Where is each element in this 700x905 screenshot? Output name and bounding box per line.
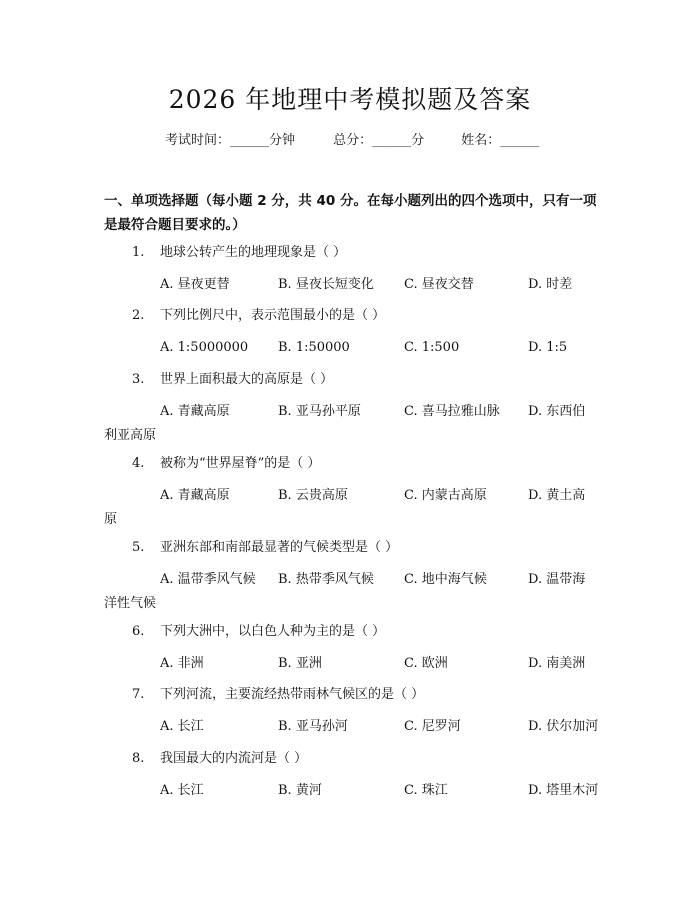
option-d: D. 南美洲	[528, 656, 586, 671]
option-c: C. 1:500	[404, 340, 460, 355]
option-a: A. 青藏高原	[160, 488, 230, 503]
option-b: B. 1:50000	[278, 340, 350, 355]
option-d: D. 东西伯	[528, 404, 586, 419]
option-c: C. 珠江	[404, 783, 448, 798]
option-d: D. 时差	[528, 277, 573, 292]
question-number: 4.	[132, 456, 145, 471]
option-b: B. 云贵高原	[278, 488, 348, 503]
option-a: A. 长江	[160, 783, 204, 798]
question-stem: 亚洲东部和南部最显著的气候类型是（ ）	[160, 540, 399, 555]
option-a: A. 长江	[160, 719, 204, 734]
question-item	[104, 306, 604, 358]
question-item	[104, 370, 604, 446]
option-d: D. 黄土高	[528, 488, 586, 503]
question-item	[104, 749, 604, 801]
question-number: 7.	[132, 687, 145, 702]
option-c: C. 欧洲	[404, 656, 448, 671]
section-heading: 一、单项选择题（每小题 2 分，共 40 分。在每小题列出的四个选项中，只有一项是最符合题目要求的。）	[104, 193, 597, 233]
question-number: 6.	[132, 624, 145, 639]
question-stem: 下列比例尺中，表示范围最小的是（ ）	[160, 308, 386, 323]
question-item	[104, 685, 604, 737]
option-c: C. 地中海气候	[404, 572, 487, 587]
exam-meta	[165, 131, 539, 151]
option-d: D. 伏尔加河	[528, 719, 599, 734]
question-stem: 世界上面积最大的高原是（ ）	[160, 372, 334, 387]
question-stem: 下列大洲中，以白色人种为主的是（ ）	[160, 624, 386, 639]
option-c: C. 昼夜交替	[404, 277, 474, 292]
question-item	[104, 622, 604, 674]
option-b: B. 黄河	[278, 783, 322, 798]
option-b: B. 昼夜长短变化	[278, 277, 374, 292]
option-d-continued: 原	[104, 512, 118, 527]
question-number: 2.	[132, 308, 145, 323]
option-b: B. 亚洲	[278, 656, 322, 671]
option-d: D. 温带海	[528, 572, 586, 587]
option-d: D. 塔里木河	[528, 783, 599, 798]
option-a: A. 青藏高原	[160, 404, 230, 419]
option-b: B. 亚马孙平原	[278, 404, 361, 419]
option-d-continued: 利亚高原	[104, 428, 157, 443]
student-name: 姓名：______	[461, 133, 540, 148]
option-a: A. 温带季风气候	[160, 572, 256, 587]
option-a: A. 非洲	[160, 656, 204, 671]
question-number: 1.	[132, 245, 145, 260]
total-score: 总分：______分	[333, 133, 425, 148]
question-item	[104, 538, 604, 614]
question-stem: 被称为“世界屋脊”的是（ ）	[160, 456, 321, 471]
option-b: B. 亚马孙河	[278, 719, 348, 734]
option-b: B. 热带季风气候	[278, 572, 374, 587]
option-c: C. 喜马拉雅山脉	[404, 404, 500, 419]
question-item	[104, 243, 604, 295]
question-stem: 我国最大的内流河是（ ）	[160, 751, 308, 766]
question-item	[104, 454, 604, 530]
option-c: C. 内蒙古高原	[404, 488, 487, 503]
question-stem: 地球公转产生的地理现象是（ ）	[160, 245, 347, 260]
question-stem: 下列河流，主要流经热带雨林气候区的是（ ）	[160, 687, 425, 702]
option-c: C. 尼罗河	[404, 719, 461, 734]
question-number: 5.	[132, 540, 145, 555]
option-a: A. 1:5000000	[160, 340, 249, 355]
page-title: 2026 年地理中考模拟题及答案	[168, 85, 532, 114]
exam-time: 考试时间：______分钟	[165, 133, 296, 148]
question-number: 8.	[132, 751, 145, 766]
option-d-continued: 洋性气候	[104, 596, 157, 611]
option-d: D. 1:5	[528, 340, 568, 355]
question-number: 3.	[132, 372, 145, 387]
option-a: A. 昼夜更替	[160, 277, 230, 292]
